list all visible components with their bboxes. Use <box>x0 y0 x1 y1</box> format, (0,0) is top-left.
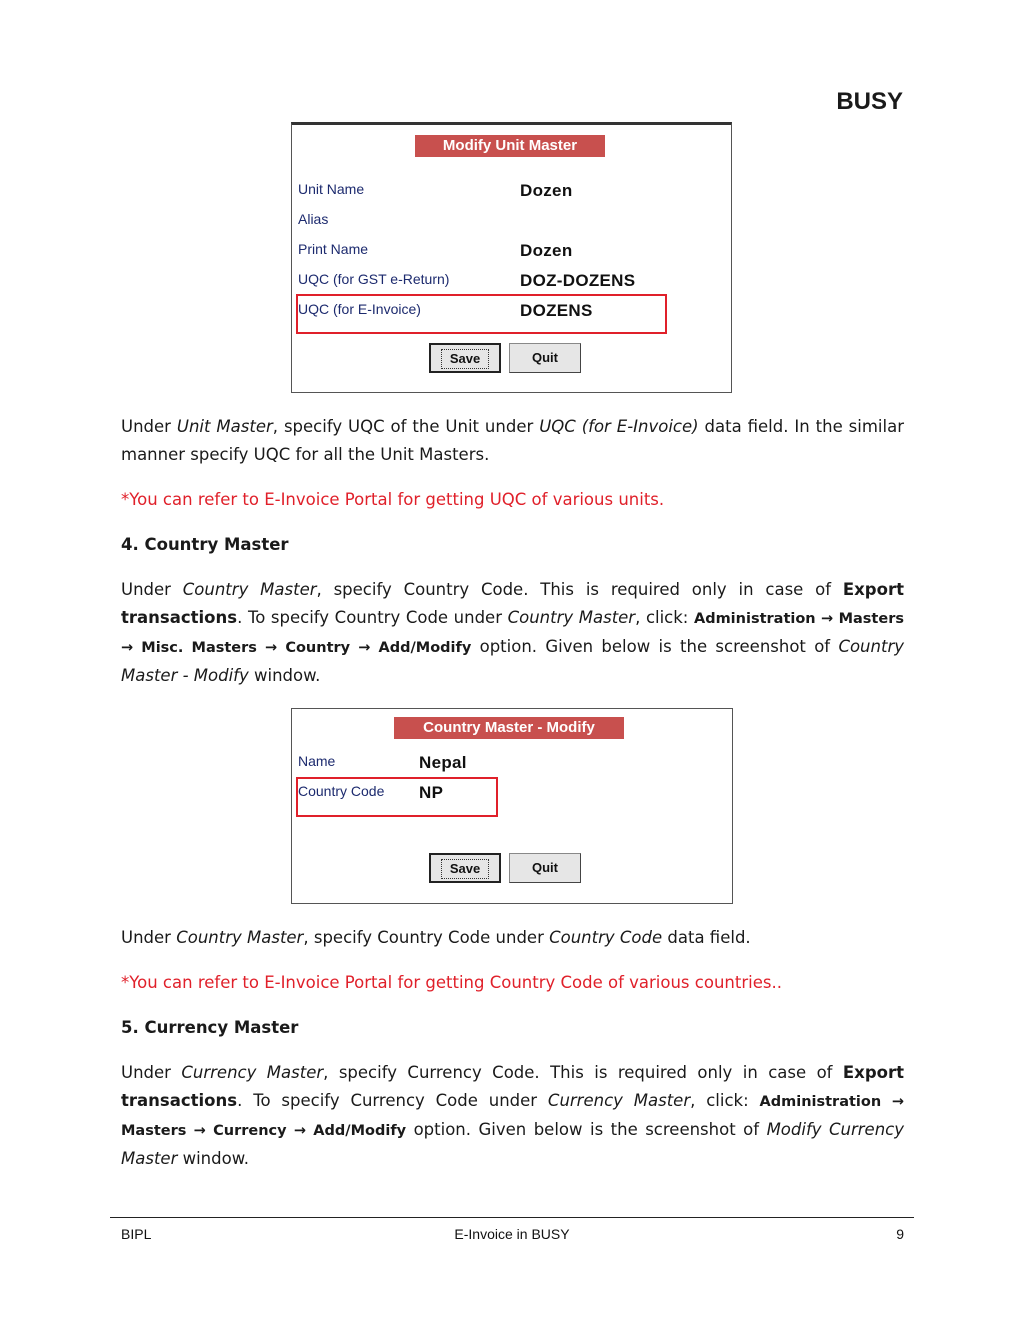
unit-name-value: Dozen <box>520 181 573 200</box>
italic-run: Currency Master <box>181 1063 324 1082</box>
text-run: window. <box>177 1149 249 1168</box>
italic-run: Country Master <box>176 928 304 947</box>
page-number: 9 <box>896 1226 904 1242</box>
italic-run: Country Master <box>507 608 636 627</box>
country-code-label: Country Code <box>298 783 385 799</box>
italic-run: Country Master <box>182 580 317 599</box>
italic-run: Country Master - Modify <box>121 637 904 685</box>
text-run: data field. <box>662 928 751 947</box>
bold-run: Export transactions <box>121 1063 904 1110</box>
menu-path: Administration → Masters → Misc. Masters → Country → Add/Modify <box>121 611 904 656</box>
footer-company: BIPL <box>121 1226 152 1242</box>
alias-label: Alias <box>298 211 329 227</box>
uqc-einvoice-value: DOZENS <box>520 301 593 320</box>
text-run: , specify Country Code under <box>303 928 550 947</box>
print-name-value: Dozen <box>520 241 573 260</box>
text-run: Under <box>121 580 183 599</box>
quit-button[interactable]: Quit <box>509 853 581 883</box>
footer-title: E-Invoice in BUSY <box>454 1226 570 1242</box>
quit-button[interactable]: Quit <box>509 343 581 373</box>
window-title: Country Master - Modify <box>394 717 624 739</box>
footer-divider <box>110 1217 914 1218</box>
text-run: option. Given below is the screenshot of <box>406 1120 767 1139</box>
text-run: Under <box>121 417 177 436</box>
window-title: Modify Unit Master <box>415 135 605 157</box>
text-run: . To specify Currency Code under <box>237 1091 548 1110</box>
paragraph-country-code <box>121 924 904 952</box>
paragraph-currency-master <box>121 1059 904 1173</box>
text-run: . To specify Country Code under <box>237 608 508 627</box>
text-run: window. <box>248 666 321 685</box>
bold-run: Export transactions <box>121 580 904 627</box>
text-run: , specify Country Code. This is required only in case of <box>316 580 843 599</box>
header-brand: BUSY <box>836 88 903 115</box>
country-code-value: NP <box>419 783 444 802</box>
save-button-label: Save <box>441 349 489 369</box>
paragraph-unit-master <box>121 413 904 469</box>
text-run: Under <box>121 928 177 947</box>
paragraph-country-master <box>121 576 904 690</box>
text-run: , specify UQC of the Unit under <box>272 417 540 436</box>
section-4-heading: 4. Country Master <box>121 535 289 554</box>
save-button[interactable] <box>429 343 501 373</box>
text-run: , click: <box>635 608 694 627</box>
menu-path: Administration → Masters → Currency → Add/Modify <box>121 1094 904 1139</box>
print-name-label: Print Name <box>298 241 369 257</box>
italic-run: Unit Master <box>176 417 273 436</box>
section-5-heading: 5. Currency Master <box>121 1018 299 1037</box>
country-master-screenshot <box>291 708 733 904</box>
save-button-label: Save <box>441 859 489 879</box>
uqc-einvoice-label: UQC (for E-Invoice) <box>298 301 421 317</box>
country-name-value: Nepal <box>419 753 467 772</box>
text-run: , specify Currency Code. This is required only in case of <box>323 1063 843 1082</box>
uqc-gst-label: UQC (for GST e-Return) <box>298 271 450 287</box>
unit-name-label: Unit Name <box>298 181 365 197</box>
unit-master-screenshot <box>291 122 732 393</box>
text-run: Under <box>121 1063 182 1082</box>
italic-run: UQC (for E-Invoice) <box>539 417 699 436</box>
note-unit-master: *You can refer to E-Invoice Portal for getting UQC of various units. <box>121 490 665 509</box>
text-run: data field. In the similar manner specify UQC for all the Unit Masters. <box>121 417 904 464</box>
italic-run: Currency Master <box>547 1091 691 1110</box>
text-run: , click: <box>690 1091 760 1110</box>
italic-run: Modify Currency Master <box>121 1120 904 1168</box>
italic-run: Country Code <box>549 928 663 947</box>
uqc-gst-value: DOZ-DOZENS <box>520 271 636 290</box>
note-country-master: *You can refer to E-Invoice Portal for getting Country Code of various countries.. <box>121 973 782 992</box>
text-run: option. Given below is the screenshot of <box>471 637 839 656</box>
save-button[interactable] <box>429 853 501 883</box>
country-name-label: Name <box>298 753 336 769</box>
